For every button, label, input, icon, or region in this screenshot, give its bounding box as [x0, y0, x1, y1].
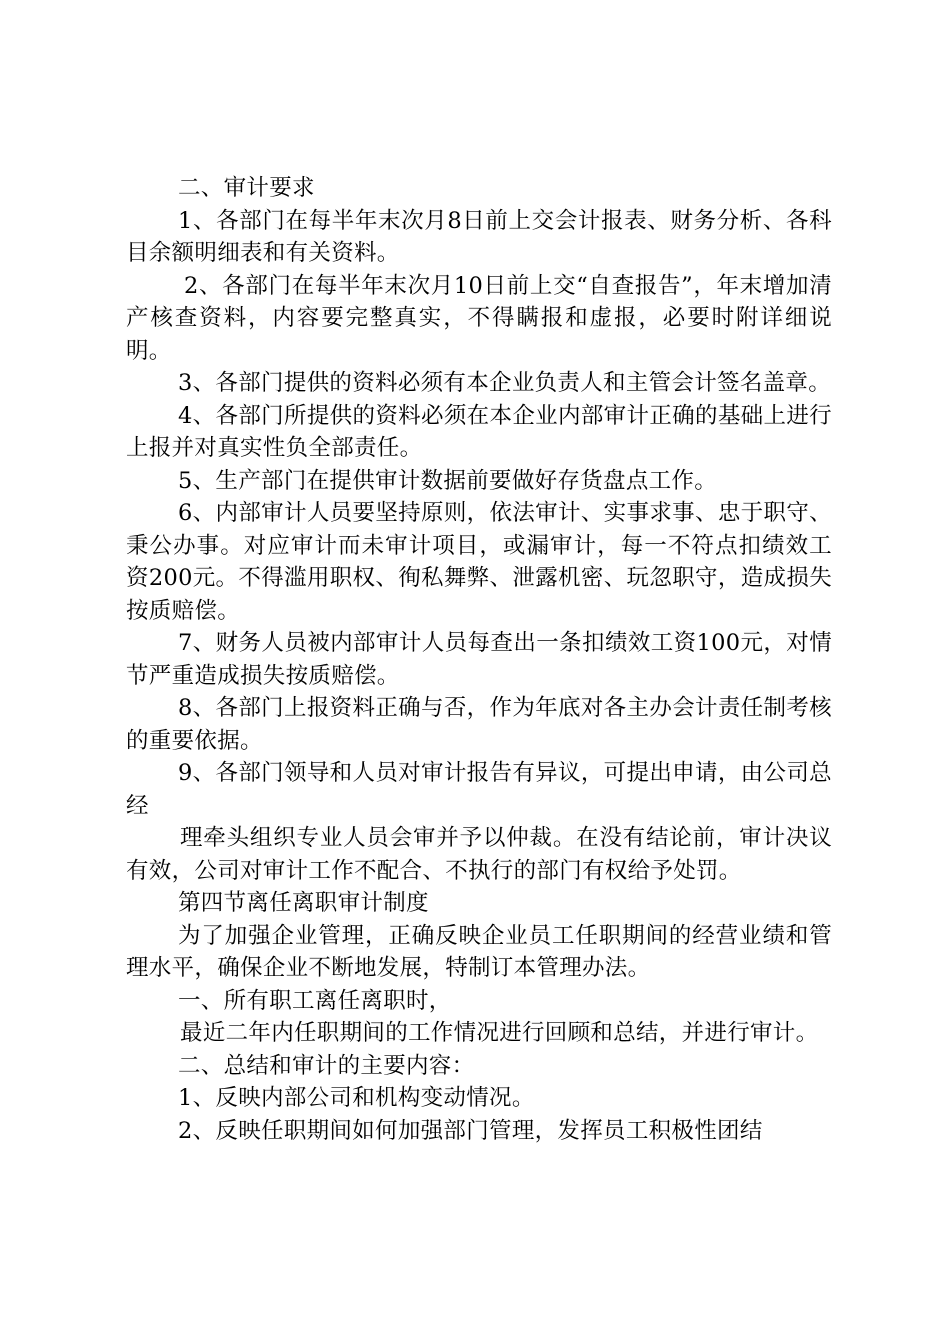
- requirement-item-4: 4、各部门所提供的资料必须在本企业内部审计正确的基础上进行上报并对真实性负全部责任。: [126, 402, 832, 461]
- departure-audit-point-2-heading: 二、总结和审计的主要内容：: [178, 1052, 475, 1079]
- requirement-item-5: 5、生产部门在提供审计数据前要做好存货盘点工作。: [178, 467, 718, 494]
- requirement-item-9: 9、各部门领导和人员对审计报告有异议，可提出申请，由公司总经: [126, 760, 832, 819]
- departure-audit-point-1: 一、所有职工离任离职时，: [178, 987, 452, 1014]
- section-heading-audit-requirements: 二、审计要求: [178, 175, 315, 201]
- requirement-item-9-continued: 理牵头组织专业人员会审并予以仲裁。在没有结论前，审计决议有效，公司对审计工作不配合、不执行的部门有权给予处罚。: [126, 825, 832, 884]
- section-heading-departure-audit: 第四节离任离职审计制度: [178, 890, 429, 916]
- departure-audit-purpose: 为了加强企业管理，正确反映企业员工任职期间的经营业绩和管理水平，确保企业不断地发展，特制订本管理办法。: [126, 922, 832, 981]
- content-item-2: 2、反映任职期间如何加强部门管理，发挥员工积极性团结: [178, 1117, 763, 1144]
- document-body: [126, 172, 832, 1147]
- departure-audit-point-1-continued: 最近二年内任职期间的工作情况进行回顾和总结，并进行审计。: [180, 1020, 819, 1046]
- requirement-item-2: 2、各部门在每半年末次月10日前上交“自查报告”，年末增加清产核查资料，内容要完整真实，不得瞒报和虚报，必要时附详细说明。: [126, 272, 832, 364]
- requirement-item-6: 6、内部审计人员要坚持原则，依法审计、实事求事、忠于职守、秉公办事。对应审计而未审计项目，或漏审计，每一不符点扣绩效工资200元。不得滥用职权、徇私舞弊、泄露机密、玩忽职守，造成损失按质赔偿。: [126, 500, 832, 624]
- requirement-item-3: 3、各部门提供的资料必须有本企业负责人和主管会计签名盖章。: [178, 370, 832, 396]
- requirement-item-1: 1、各部门在每半年末次月8日前上交会计报表、财务分析、各科目余额明细表和有关资料。: [126, 207, 832, 266]
- content-item-1: 1、反映内部公司和机构变动情况。: [178, 1085, 535, 1111]
- requirement-item-7: 7、财务人员被内部审计人员每查出一条扣绩效工资100元，对情节严重造成损失按质赔偿。: [126, 630, 832, 689]
- requirement-item-8: 8、各部门上报资料正确与否，作为年底对各主办会计责任制考核的重要依据。: [126, 695, 832, 754]
